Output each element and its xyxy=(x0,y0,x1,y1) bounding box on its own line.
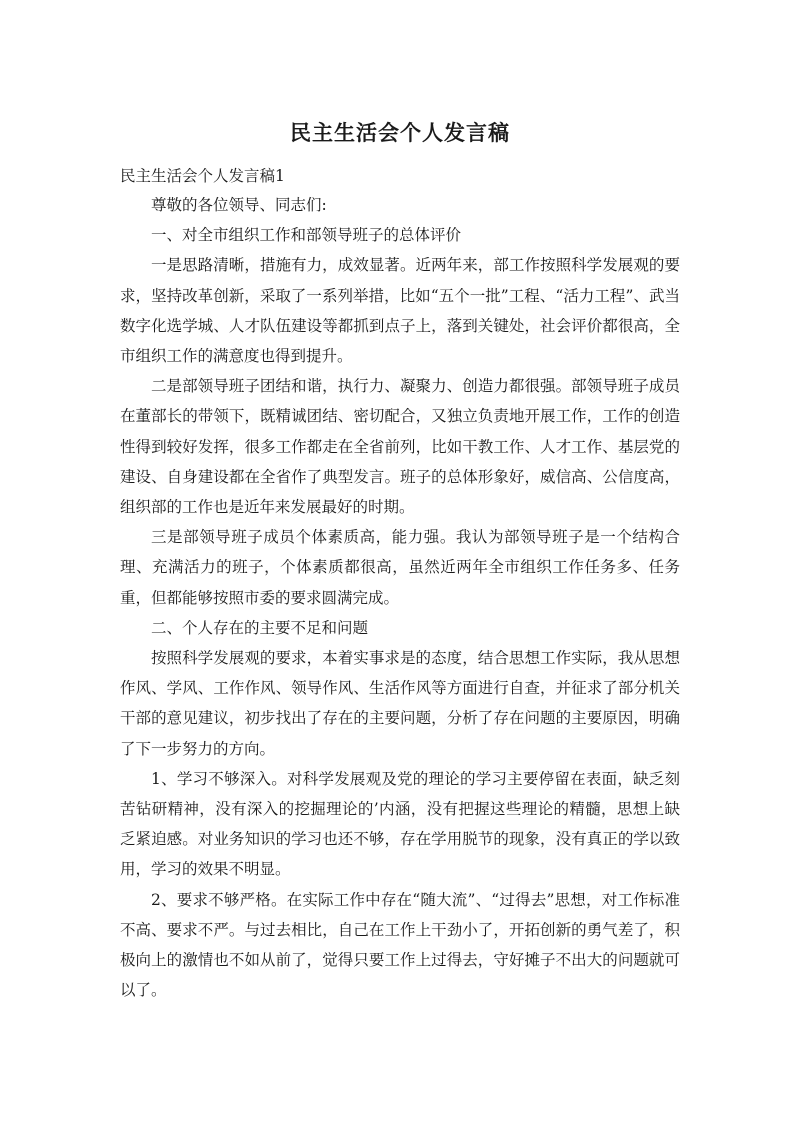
document-body xyxy=(120,190,680,1005)
paragraph: 一是思路清晰，措施有力，成效显著。近两年来，部工作按照科学发展观的要求，坚持改革创新，采取了一系列举措，比如“五个一批”工程、“活力工程”、武当数字化选学城、人才队伍建设等都抓到点子上，落到关键处，社会评价都很高，全市组织工作的满意度也得到提升。 xyxy=(120,256,680,366)
paragraph: 三是部领导班子成员个体素质高，能力强。我认为部领导班子是一个结构合理、充满活力的班子，个体素质都很高，虽然近两年全市组织工作任务多、任务重，但都能够按照市委的要求圆满完成。 xyxy=(120,528,680,607)
document-subtitle: 民主生活会个人发言稿1 xyxy=(120,167,285,185)
document-title: 民主生活会个人发言稿 xyxy=(290,121,510,145)
section-heading-1: 一、对全市组织工作和部领导班子的总体评价 xyxy=(151,226,462,245)
paragraph: 2、要求不够严格。在实际工作中存在“随大流”、“过得去”思想，对工作标准不高、要求不严。与过去相比，自己在工作上干劲小了，开拓创新的勇气差了，积极向上的激情也不如从前了，觉得只要工作上过得去，守好摊子不出大的问题就可以了。 xyxy=(120,890,680,1000)
paragraph: 1、学习不够深入。对科学发展观及党的理论的学习主要停留在表面，缺乏刻苦钻研精神，没有深入的挖掘理论的’内涵，没有把握这些理论的精髓，思想上缺乏紧迫感。对业务知识的学习也还不够，存在学用脱节的现象，没有真正的学以致用，学习的效果不明显。 xyxy=(120,769,680,879)
paragraph: 按照科学发展观的要求，本着实事求是的态度，结合思想工作实际，我从思想作风、学风、工作作风、领导作风、生活作风等方面进行自查，并征求了部分机关干部的意见建议，初步找出了存在的主要问题，分析了存在问题的主要原因，明确了下一步努力的方向。 xyxy=(120,649,680,758)
paragraph: 二是部领导班子团结和谐，执行力、凝聚力、创造力都很强。部领导班子成员在董部长的带领下，既精诚团结、密切配合，又独立负责地开展工作，工作的创造性得到较好发挥，很多工作都走在全省前列，比如干教工作、人才工作、基层党的建设、自身建设都在全省作了典型发言。班子的总体形象好，威信高、公信度高，组织部的工作也是近年来发展最好的时期。 xyxy=(120,377,680,517)
paragraph-greeting: 尊敬的各位领导、同志们: xyxy=(151,196,327,214)
section-heading-2: 二、个人存在的主要不足和问题 xyxy=(151,618,369,637)
